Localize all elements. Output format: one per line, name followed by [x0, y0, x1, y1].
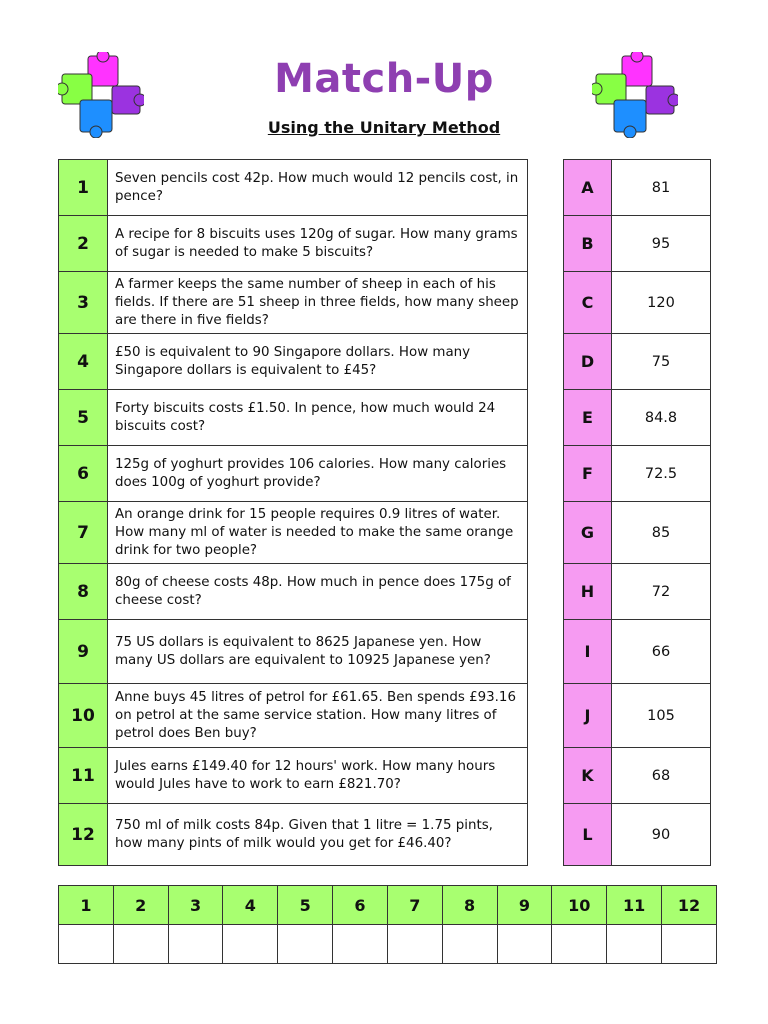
answer-row	[564, 502, 711, 564]
question-number: 1	[59, 160, 108, 216]
answer-row	[564, 334, 711, 390]
answer-row	[564, 620, 711, 684]
question-number: 2	[59, 216, 108, 272]
answer-value: 72.5	[612, 446, 711, 502]
answer-value: 90	[612, 804, 711, 866]
question-number: 7	[59, 502, 108, 564]
question-text: A recipe for 8 biscuits uses 120g of sugar. How many grams of sugar is needed to make 5 biscuits?	[108, 216, 528, 272]
answer-value: 75	[612, 334, 711, 390]
grid-header-cell: 5	[278, 886, 333, 925]
answer-row	[564, 684, 711, 748]
question-number: 10	[59, 684, 108, 748]
grid-header-cell: 6	[333, 886, 388, 925]
question-number: 5	[59, 390, 108, 446]
answer-value: 81	[612, 160, 711, 216]
answer-letter: L	[564, 804, 612, 866]
question-number: 4	[59, 334, 108, 390]
question-text: Anne buys 45 litres of petrol for £61.65. Ben spends £93.16 on petrol at the same service station. How many litres of petrol does Ben buy?	[108, 684, 528, 748]
answer-row	[564, 446, 711, 502]
answer-letter: J	[564, 684, 612, 748]
answer-letter: B	[564, 216, 612, 272]
question-text: Jules earns £149.40 for 12 hours' work. How many hours would Jules have to work to earn £821.70?	[108, 748, 528, 804]
question-row	[59, 390, 528, 446]
questions-table	[58, 159, 528, 866]
answer-row	[564, 748, 711, 804]
page-title: Match-Up	[274, 56, 494, 102]
answer-cell[interactable]	[333, 925, 388, 964]
question-number: 8	[59, 564, 108, 620]
answer-value: 84.8	[612, 390, 711, 446]
answer-letter: G	[564, 502, 612, 564]
answer-value: 68	[612, 748, 711, 804]
grid-header-cell: 2	[113, 886, 168, 925]
answer-letter: E	[564, 390, 612, 446]
answer-cell[interactable]	[59, 925, 114, 964]
question-number: 11	[59, 748, 108, 804]
question-row	[59, 216, 528, 272]
question-number: 3	[59, 272, 108, 334]
grid-header-cell: 9	[497, 886, 552, 925]
grid-header-cell: 1	[59, 886, 114, 925]
answer-row	[564, 804, 711, 866]
answer-letter: D	[564, 334, 612, 390]
question-number: 9	[59, 620, 108, 684]
answer-cell[interactable]	[662, 925, 717, 964]
page-subtitle: Using the Unitary Method	[267, 118, 501, 137]
answer-value: 95	[612, 216, 711, 272]
question-row	[59, 334, 528, 390]
answer-cell[interactable]	[442, 925, 497, 964]
question-row	[59, 684, 528, 748]
question-row	[59, 804, 528, 866]
answer-row	[564, 272, 711, 334]
answer-row	[564, 564, 711, 620]
answer-value: 105	[612, 684, 711, 748]
answer-letter: H	[564, 564, 612, 620]
answer-grid-blank-row	[59, 925, 717, 964]
answer-cell[interactable]	[278, 925, 333, 964]
question-text: A farmer keeps the same number of sheep in each of his fields. If there are 51 sheep in three fields, how many sheep are there in five fields?	[108, 272, 528, 334]
answer-value: 66	[612, 620, 711, 684]
question-text: 750 ml of milk costs 84p. Given that 1 litre = 1.75 pints, how many pints of milk would you get for £46.40?	[108, 804, 528, 866]
answer-row	[564, 160, 711, 216]
answer-row	[564, 216, 711, 272]
answers-table	[563, 159, 711, 866]
answer-cell[interactable]	[168, 925, 223, 964]
grid-header-cell: 8	[442, 886, 497, 925]
answer-letter: A	[564, 160, 612, 216]
question-row	[59, 620, 528, 684]
answer-cell[interactable]	[607, 925, 662, 964]
question-row	[59, 748, 528, 804]
question-text: 75 US dollars is equivalent to 8625 Japanese yen. How many US dollars are equivalent to 10925 Japanese yen?	[108, 620, 528, 684]
question-number: 6	[59, 446, 108, 502]
answer-value: 85	[612, 502, 711, 564]
question-row	[59, 502, 528, 564]
question-text: Seven pencils cost 42p. How much would 12 pencils cost, in pence?	[108, 160, 528, 216]
question-row	[59, 446, 528, 502]
question-number: 12	[59, 804, 108, 866]
grid-header-cell: 7	[387, 886, 442, 925]
question-text: An orange drink for 15 people requires 0.9 litres of water. How many ml of water is needed to make the same orange drink for two people?	[108, 502, 528, 564]
question-row	[59, 564, 528, 620]
question-text: 80g of cheese costs 48p. How much in pence does 175g of cheese cost?	[108, 564, 528, 620]
question-text: £50 is equivalent to 90 Singapore dollars. How many Singapore dollars is equivalent to £45?	[108, 334, 528, 390]
answer-cell[interactable]	[552, 925, 607, 964]
grid-header-cell: 3	[168, 886, 223, 925]
grid-header-cell: 10	[552, 886, 607, 925]
answer-cell[interactable]	[223, 925, 278, 964]
answer-value: 120	[612, 272, 711, 334]
answer-cell[interactable]	[113, 925, 168, 964]
grid-header-cell: 12	[662, 886, 717, 925]
answer-letter: K	[564, 748, 612, 804]
answer-grid-header-row	[59, 886, 717, 925]
answer-letter: I	[564, 620, 612, 684]
answer-letter: C	[564, 272, 612, 334]
answer-cell[interactable]	[387, 925, 442, 964]
answer-grid	[58, 885, 717, 964]
answer-value: 72	[612, 564, 711, 620]
question-row	[59, 272, 528, 334]
grid-header-cell: 11	[607, 886, 662, 925]
question-text: 125g of yoghurt provides 106 calories. How many calories does 100g of yoghurt provide?	[108, 446, 528, 502]
question-text: Forty biscuits costs £1.50. In pence, how much would 24 biscuits cost?	[108, 390, 528, 446]
question-row	[59, 160, 528, 216]
answer-row	[564, 390, 711, 446]
answer-cell[interactable]	[497, 925, 552, 964]
grid-header-cell: 4	[223, 886, 278, 925]
answer-letter: F	[564, 446, 612, 502]
